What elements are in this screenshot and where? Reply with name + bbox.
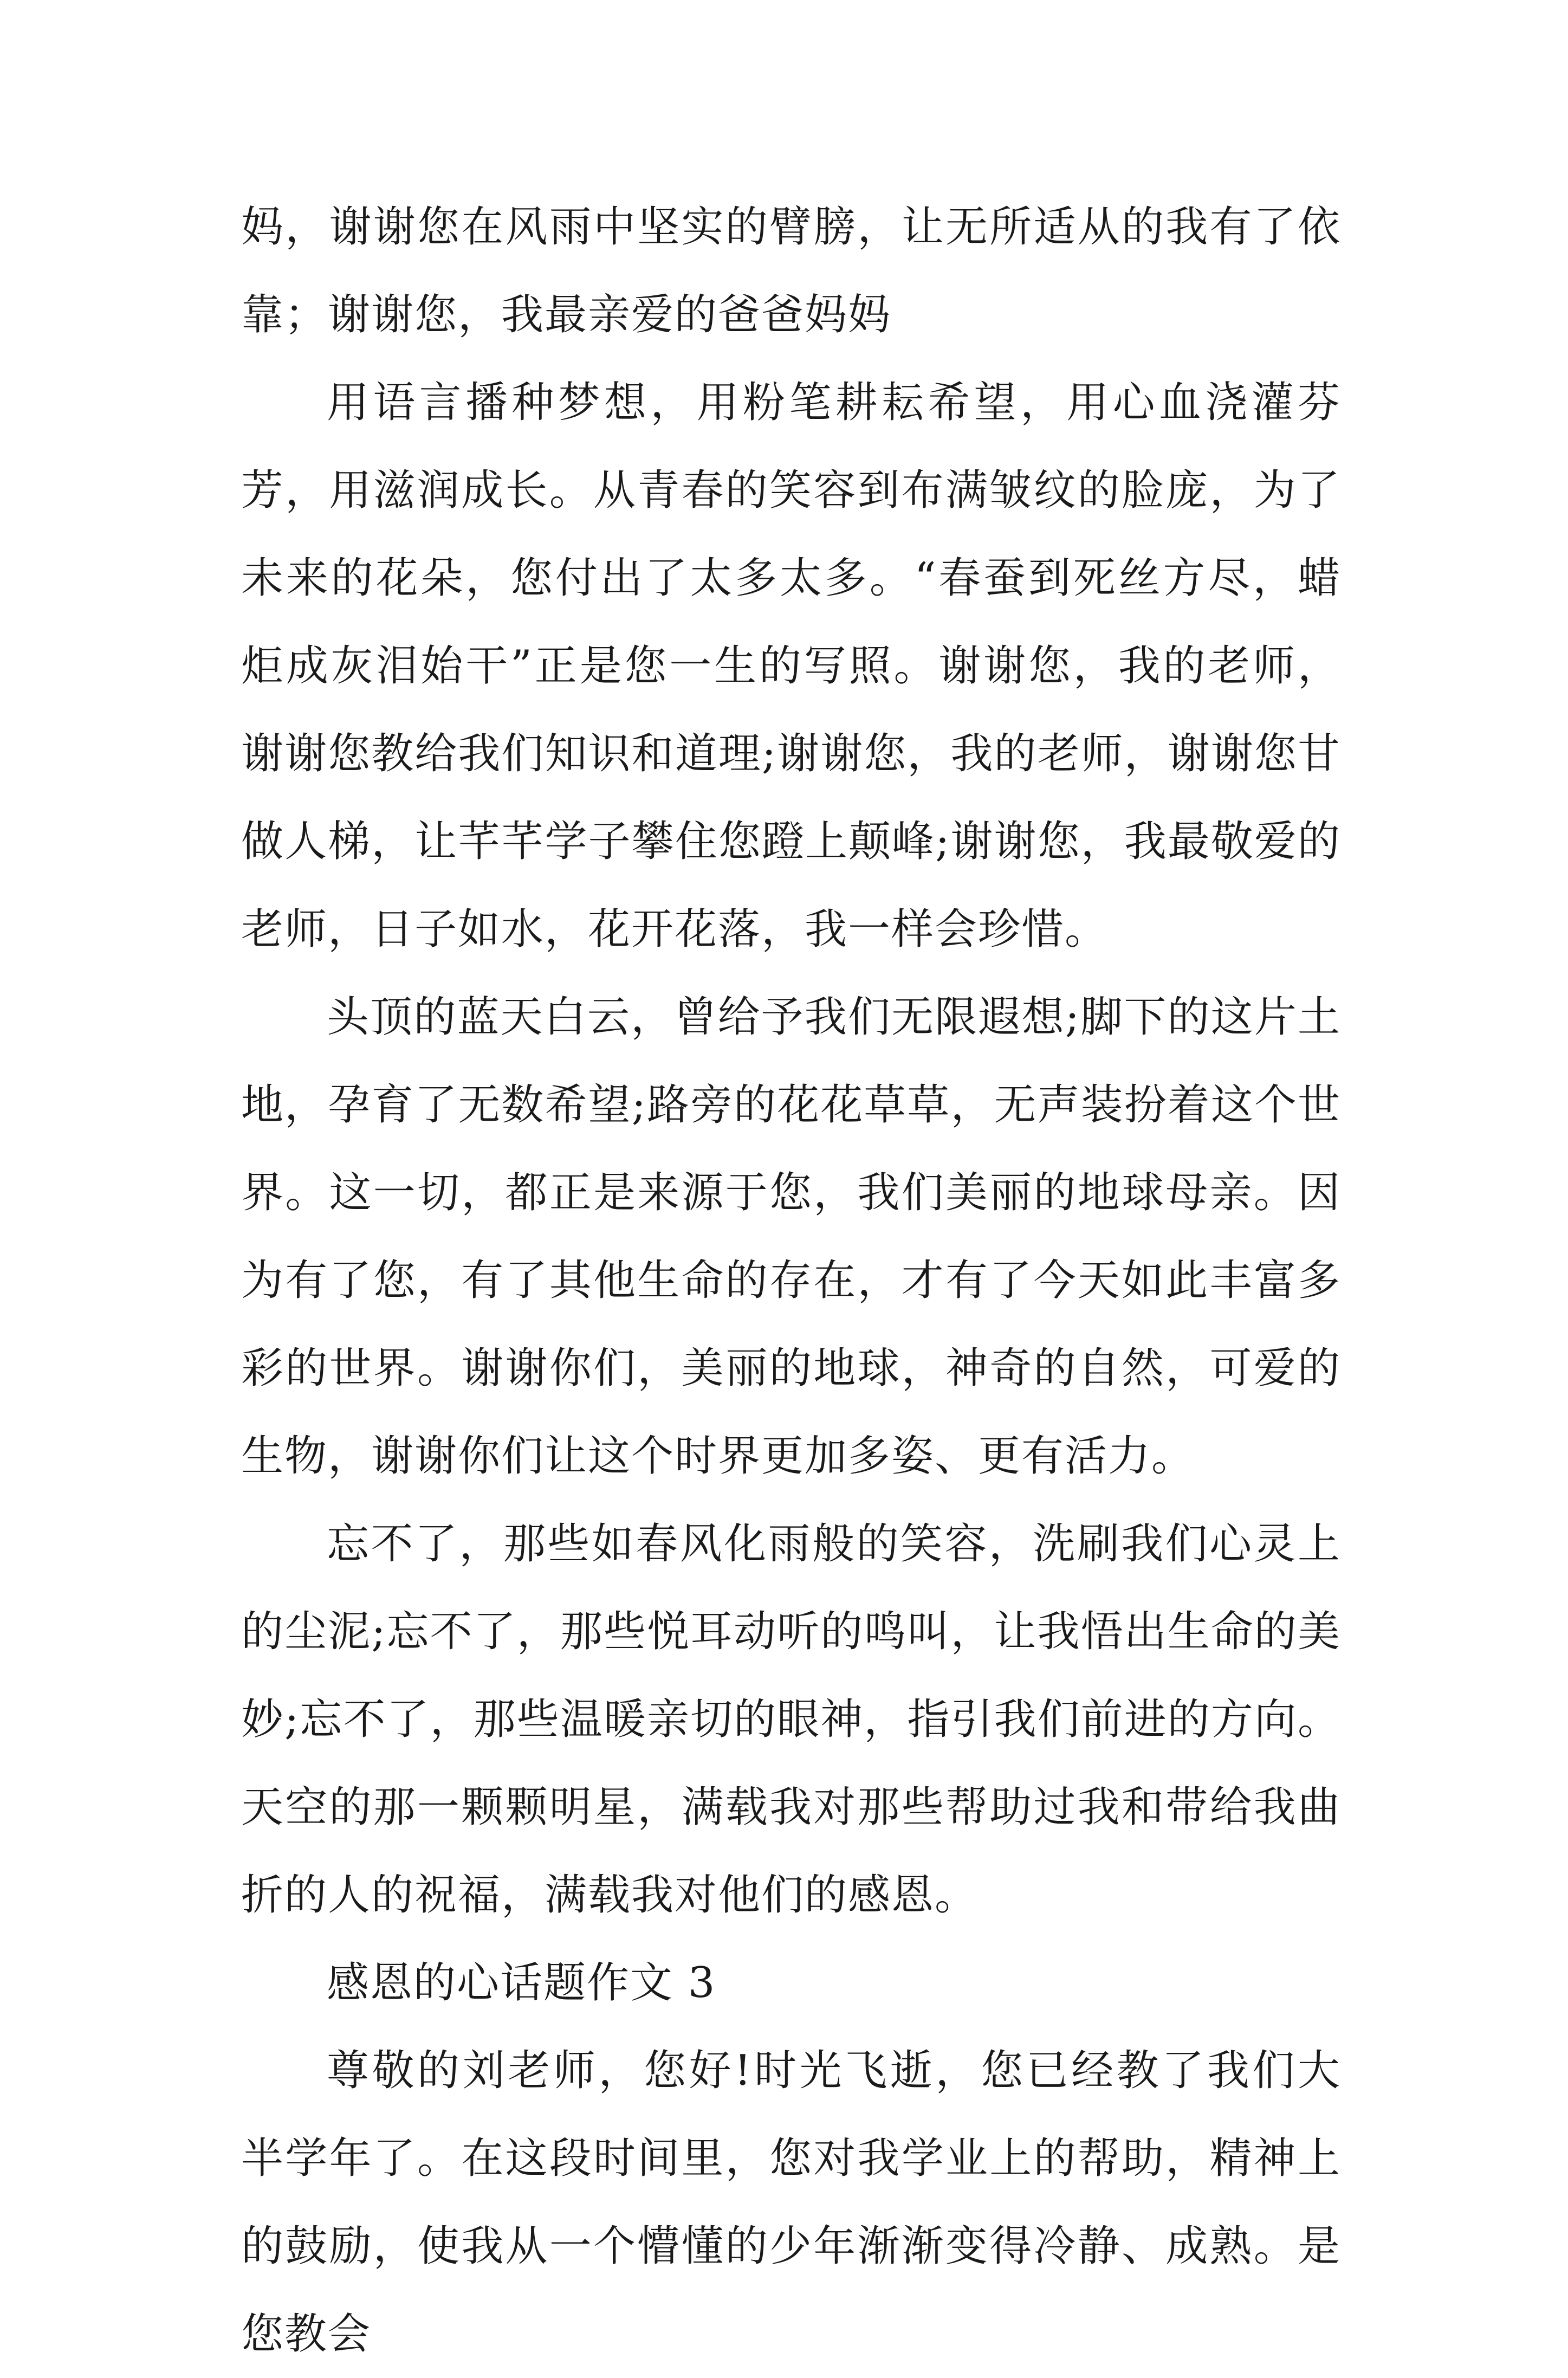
paragraph-1: 妈，谢谢您在风雨中坚实的臂膀，让无所适从的我有了依靠；谢谢您，我最亲爱的爸爸妈妈 [241, 203, 1341, 339]
paragraph-2: 用语言播种梦想，用粉笔耕耘希望，用心血浇灌芬芳，用滋润成长。从青春的笑容到布满皱纹的脸庞，为了未来的花朵，您付出了太多太多。“春蚕到死丝方尽，蜡炬成灰泪始干”正是您一生的写照。谢谢您，我的老师，谢谢您教给我们知识和道理;谢谢您，我的老师，谢谢您甘做人梯，让芊芊学子攀住您蹬上颠峰;谢谢您，我最敬爱的老师，日子如水，花开花落，我一样会珍惜。 [241, 378, 1341, 954]
paragraph-5: 尊敬的刘老师，您好!时光飞逝，您已经教了我们大半学年了。在这段时间里，您对我学业上的帮助，精神上的鼓励，使我从一个懵懂的少年渐渐变得冷静、成熟。是您教会 [241, 2046, 1341, 2358]
document-body [241, 183, 1341, 2378]
section-heading: 感恩的心话题作文 3 [327, 1959, 716, 2007]
paragraph-4: 忘不了，那些如春风化雨般的笑容，洗刷我们心灵上的尘泥;忘不了，那些悦耳动听的鸣叫，让我悟出生命的美妙;忘不了，那些温暖亲切的眼神，指引我们前进的方向。天空的那一颗颗明星，满载我对那些帮助过我和带给我曲折的人的祝福，满载我对他们的感恩。 [241, 1520, 1341, 1920]
paragraph-3: 头顶的蓝天白云，曾给予我们无限遐想;脚下的这片土地，孕育了无数希望;路旁的花花草草，无声装扮着这个世界。这一切，都正是来源于您，我们美丽的地球母亲。因为有了您，有了其他生命的存在，才有了今天如此丰富多彩的世界。谢谢你们，美丽的地球，神奇的自然，可爱的生物，谢谢你们让这个时界更加多姿、更有活力。 [241, 993, 1341, 1481]
